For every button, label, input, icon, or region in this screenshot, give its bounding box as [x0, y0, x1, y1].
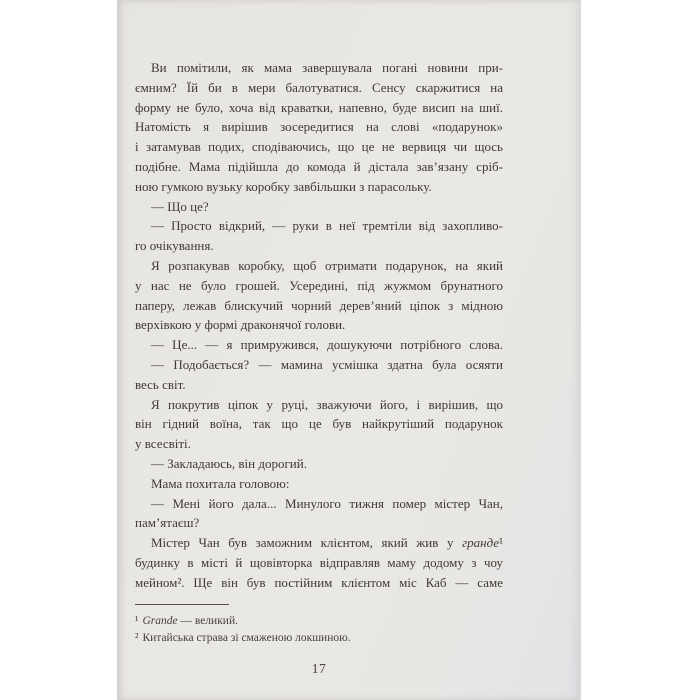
paragraph-dialogue — [135, 355, 503, 395]
text-line: — Просто відкрий, — руки в неї тремтіли від захопливо- — [151, 218, 503, 234]
italic-word: Grande — [142, 615, 178, 627]
footnote-text: — великий. — [177, 615, 238, 627]
body-text — [135, 58, 503, 593]
text-line: весь світ. — [135, 376, 186, 392]
text-line: — Закладаюсь, він дорогий. — [151, 455, 307, 471]
footnote-rule — [135, 604, 229, 605]
text-line: Мама похитала головою: — [151, 475, 290, 491]
text-line: паперу, лежав блискучий чорний дерев’яний ціпок з мідною — [135, 297, 503, 313]
paragraph — [135, 533, 503, 592]
text-line: Ви помітили, як мама завершувала погані новини при- — [151, 60, 503, 75]
text-line: подібне. Мама підійшла до комода й дістала зав’язану сріб- — [135, 158, 503, 174]
text-line: він гідний воїна, так що це був найкрутіший подарунок — [135, 416, 503, 432]
text-line: і затамував подих, сподіваючись, що це не вервиця чи щось — [135, 139, 503, 155]
footnote-marker: ¹ — [135, 615, 139, 627]
paragraph — [135, 474, 503, 494]
footnote-reference: ¹ — [499, 535, 503, 551]
text-run: Містер Чан був заможним клієнтом, який жив у — [151, 535, 463, 551]
text-line: — Подобається? — мамина усмішка здатна була осяяти — [151, 356, 503, 372]
text-line: — Мені його дала... Минулого тижня помер містер Чан, — [151, 495, 503, 511]
page-number: 17 — [311, 661, 327, 676]
paragraph-dialogue — [135, 197, 503, 217]
text-line: верхівкою у формі драконячої голови. — [135, 317, 346, 333]
paragraph — [135, 395, 503, 454]
text-line: у всесвіті. — [135, 436, 191, 452]
text-line: мейном². Ще він був постійним клієнтом міс Каб — саме — [135, 574, 503, 590]
text-line: ною гумкою вузьку коробку завбільшки з парасольку. — [135, 178, 432, 194]
text-line: Натомість я вирішив зосередитися на слові «подарунок» — [135, 119, 503, 135]
paragraph-dialogue — [135, 494, 503, 534]
italic-word: гранде — [462, 535, 500, 551]
paragraph-dialogue — [135, 454, 503, 474]
book-page — [117, 0, 581, 700]
footnote-text: Китайська страва зі смаженою локшиною. — [142, 631, 351, 644]
text-line: ємним? Їй би в мери балотуватися. Сенсу скаржитися на — [135, 79, 503, 95]
footnote-1 — [135, 613, 503, 630]
footnote-marker: ² — [135, 631, 139, 644]
paragraph-dialogue — [135, 216, 503, 256]
paragraph — [135, 256, 503, 335]
paragraph — [135, 58, 503, 197]
text-line: Я покрутив ціпок у руці, зважуючи його, і вирішив, що — [151, 396, 503, 412]
text-line: пам’ятаєш? — [135, 515, 200, 531]
text-line: форму не було, хоча від краватки, напевно, буде висип на шиї. — [135, 99, 503, 115]
footnote-2 — [135, 630, 503, 647]
text-line: — Що це? — [151, 198, 209, 214]
text-line: Я розпакував коробку, щоб отримати подарунок, на який — [151, 257, 503, 273]
text-line: у нас не було грошей. Усередині, під жужмом брунатного — [135, 277, 503, 293]
text-line: будинку в місті й щовівторка відправляв маму додому з чоу — [135, 554, 503, 570]
text-line: — Це... — я примружився, дошукуючи потрібного слова. — [151, 337, 503, 353]
paragraph-dialogue — [135, 335, 503, 355]
footnotes-section — [135, 604, 503, 646]
text-line: го очікування. — [135, 238, 214, 254]
text-line — [135, 533, 503, 553]
